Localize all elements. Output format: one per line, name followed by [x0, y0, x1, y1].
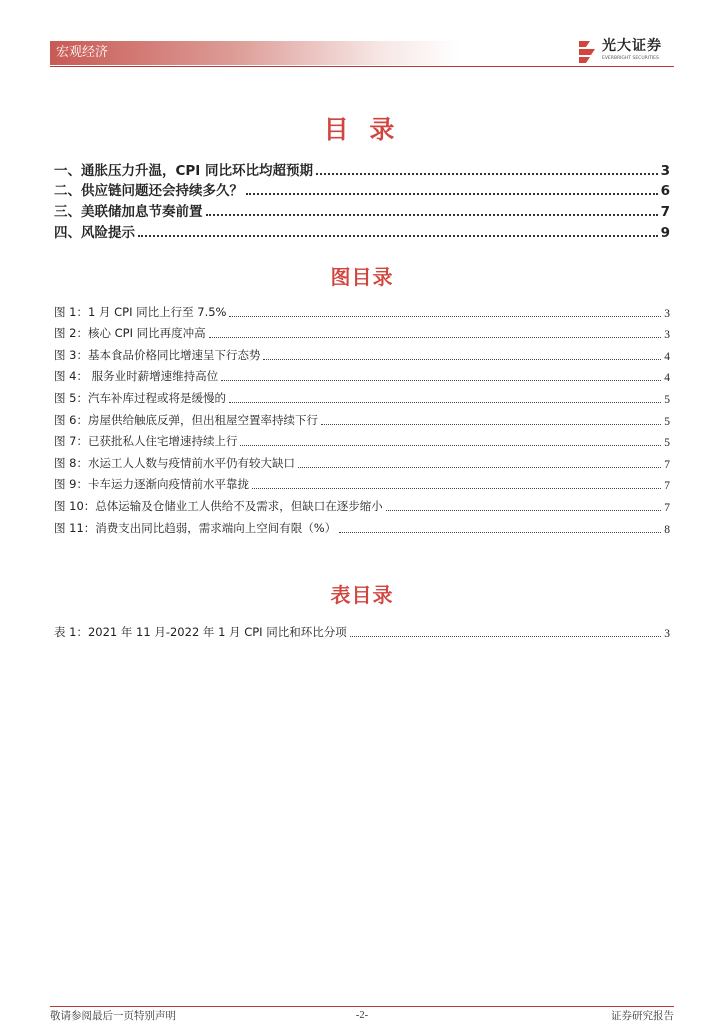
toc-entry-label: 三、美联储加息节奏前置 — [54, 204, 203, 221]
toc-entry-page: 7 — [660, 204, 670, 221]
toc-entry-page: 3 — [660, 162, 670, 179]
figure-entry[interactable] — [54, 514, 670, 536]
table-entry[interactable] — [54, 618, 670, 640]
everbright-logo-icon — [576, 38, 598, 64]
toc-entry[interactable] — [54, 220, 670, 241]
toc-leader — [246, 193, 658, 195]
toc-leader — [229, 316, 661, 317]
table-toc-list — [54, 618, 670, 640]
toc-entry[interactable] — [54, 199, 670, 220]
figure-entry-label: 图 1：1 月 CPI 同比上行至 7.5% — [54, 304, 227, 319]
toc-list — [54, 158, 670, 241]
toc-entry-label: 四、风险提示 — [54, 224, 135, 241]
table-entry-label: 表 1：2021 年 11 月-2022 年 1 月 CPI 同比和环比分项 — [54, 624, 347, 639]
toc-leader — [350, 636, 662, 637]
toc-leader — [252, 488, 661, 489]
toc-leader — [209, 337, 662, 338]
header-rule — [50, 66, 674, 67]
figure-entry[interactable] — [54, 406, 670, 428]
toc-entry-page: 6 — [660, 183, 670, 200]
figure-entry[interactable] — [54, 341, 670, 363]
figure-entry-page: 7 — [664, 480, 670, 493]
footer-page-number: -2- — [355, 1010, 369, 1021]
toc-leader — [263, 359, 661, 360]
figure-entry-page: 3 — [664, 307, 670, 320]
toc-entry-page: 9 — [660, 224, 670, 241]
toc-leader — [321, 424, 661, 425]
figure-entry-label: 图 3：基本食品价格同比增速呈下行态势 — [54, 347, 261, 362]
figure-entry-label: 图 11：消费支出同比趋弱，需求端向上空间有限（%） — [54, 520, 337, 535]
figure-entry[interactable] — [54, 471, 670, 493]
figure-entry[interactable] — [54, 384, 670, 406]
figure-entry-page: 4 — [664, 372, 670, 385]
figure-entry-label: 图 7：已获批私人住宅增速持续上行 — [54, 434, 238, 449]
figure-entry-label: 图 2：核心 CPI 同比再度冲高 — [54, 326, 206, 341]
toc-title: 目 录 — [323, 115, 401, 144]
figure-entry[interactable] — [54, 298, 670, 320]
footer-rule — [50, 1006, 674, 1007]
toc-leader — [316, 173, 658, 175]
figure-toc-list — [54, 298, 670, 536]
toc-entry-label: 二、供应链问题还会持续多久？ — [54, 183, 243, 200]
company-logo — [576, 36, 676, 66]
figure-entry-label: 图 9：卡车运力逐渐向疫情前水平靠拢 — [54, 477, 249, 492]
toc-leader — [229, 402, 661, 403]
figure-entry[interactable] — [54, 363, 670, 385]
footer-report-type: 证券研究报告 — [611, 1010, 674, 1022]
header-bar — [50, 41, 460, 65]
toc-leader — [240, 445, 661, 446]
figure-entry-page: 5 — [664, 437, 670, 450]
toc-leader — [221, 380, 661, 381]
figure-entry[interactable] — [54, 449, 670, 471]
footer-disclaimer: 敬请参阅最后一页特别声明 — [50, 1010, 176, 1022]
toc-leader — [206, 214, 658, 216]
figure-entry-label: 图 10：总体运输及仓储业工人供给不及需求，但缺口在逐步缩小 — [54, 498, 383, 513]
figure-entry-page: 4 — [664, 350, 670, 363]
figure-entry-page: 5 — [664, 393, 670, 406]
figure-entry[interactable] — [54, 320, 670, 342]
logo-name: 光大证券 — [602, 38, 662, 54]
figure-entry[interactable] — [54, 492, 670, 514]
toc-leader — [386, 510, 661, 511]
figure-entry[interactable] — [54, 428, 670, 450]
figure-entry-page: 7 — [664, 501, 670, 514]
figure-entry-page: 3 — [664, 329, 670, 342]
toc-entry-label: 一、通胀压力升温，CPI 同比环比均超预期 — [54, 162, 314, 179]
figure-entry-page: 5 — [664, 415, 670, 428]
toc-leader — [339, 532, 661, 533]
logo-subtitle: EVERBRIGHT SECURITIES — [602, 56, 659, 61]
figure-entry-label: 图 6：房屋供给触底反弹，但出租屋空置率持续下行 — [54, 412, 318, 427]
figure-entry-label: 图 5：汽车补库过程或将是缓慢的 — [54, 390, 226, 405]
figure-entry-page: 7 — [664, 458, 670, 471]
figure-toc-title: 图目录 — [330, 265, 394, 289]
figure-entry-page: 8 — [664, 523, 670, 536]
table-entry-page: 3 — [664, 627, 670, 640]
toc-leader — [138, 235, 658, 237]
header-section-label: 宏观经济 — [56, 45, 109, 60]
table-toc-title: 表目录 — [330, 583, 394, 607]
figure-entry-label: 图 4： 服务业时薪增速维持高位 — [54, 369, 219, 384]
toc-entry[interactable] — [54, 179, 670, 200]
toc-leader — [298, 467, 661, 468]
figure-entry-label: 图 8：水运工人人数与疫情前水平仍有较大缺口 — [54, 455, 295, 470]
toc-entry[interactable] — [54, 158, 670, 179]
